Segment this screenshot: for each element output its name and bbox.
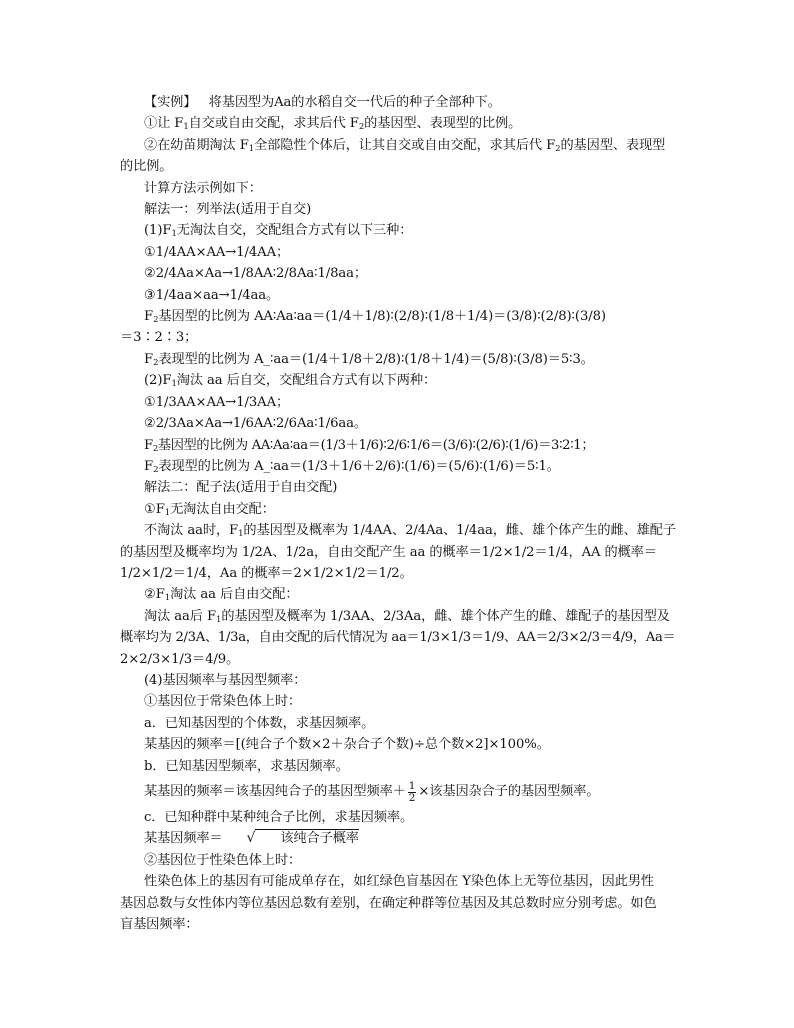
method1-case2-phenotype — [120, 456, 686, 477]
method2-case2-body-cont: 2×2/3×1/3＝4/9。 — [120, 651, 240, 667]
q2-mid: 全部隐性个体后，让其自交或自由交配，求其后代 F — [254, 137, 556, 153]
method1-case2-genotype — [120, 435, 686, 456]
m1c1g-pre: F — [144, 309, 154, 325]
example-intro — [120, 92, 686, 113]
m2c2-post: 淘汰 aa 后自由交配： — [170, 587, 299, 603]
m1c1p-sub: 2 — [153, 357, 159, 368]
m2c2-pre: ②F — [144, 587, 165, 603]
method1-case1 — [120, 220, 686, 241]
m1c1p-post: 表现型的比例为 A_∶aa＝(1/4＋1/8＋2/8)∶(1/8＋1/4)＝(5/8)∶(3/8)＝5∶3。 — [158, 351, 594, 367]
m1c2p-post: 表现型的比例为 A_∶aa＝(1/3＋1/6＋2/6)∶(1/6)＝(5/6)∶(1/6)＝5∶1。 — [158, 458, 560, 474]
m2c1-post: 无淘汰自由交配： — [170, 501, 275, 517]
section4-sex-body-cont: 盲基因频率： — [120, 917, 199, 933]
m1c2-pre: (2)F — [144, 373, 172, 389]
half-fraction — [408, 781, 417, 804]
m1c1-pre: (1)F — [144, 223, 172, 239]
section4-c-formula — [120, 828, 686, 849]
method1-case1-item: ③1/4aa×aa→1/4aa。 — [144, 287, 280, 303]
section4-a: a．已知基因型的个体数，求基因频率。 — [144, 715, 375, 731]
fraction-numerator: 1 — [408, 779, 416, 792]
calc-intro: 计算方法示例如下： — [144, 180, 262, 196]
q1-sub2: 2 — [358, 122, 365, 133]
m2c1b-post: 的基因型及概率为 1/4AA、2/4Aa、1/4aa，雌、雄个体产生的雌、雄配子 — [243, 523, 676, 539]
m1c1g-post: 基因型的比例为 AA∶Aa∶aa＝(1/4＋1/8)∶(2/8)∶(1/8＋1/4)＝(3/8)∶(2/8)∶(3/8) — [158, 309, 606, 325]
m2c1-sub: 1 — [164, 507, 171, 518]
q1-pre: ①让 F — [144, 116, 184, 132]
m1c2g-sub: 2 — [152, 443, 158, 454]
q1-post: 的基因型、表现型的比例。 — [364, 116, 522, 132]
m1c1g-sub: 2 — [153, 315, 159, 326]
m2c1-pre: ①F — [144, 501, 165, 517]
q2-sub1: 1 — [248, 143, 255, 154]
method1-case1-item: ①1/4AA×AA→1/4AA； — [144, 244, 290, 260]
section4-autosome: ①基因位于常染色体上时： — [144, 694, 302, 710]
method2-case2 — [120, 584, 686, 605]
m1c1-post: 无淘汰自交，交配组合方式有以下三种： — [176, 223, 413, 239]
m1c1-sub: 1 — [171, 229, 177, 240]
method2-case2-body-cont: 概率均为 2/3A、1/3a，自由交配的后代情况为 aa＝1/3×1/3＝1/9、AA＝2/3×2/3＝4/9，Aa＝ — [120, 630, 676, 646]
question-2-cont: 的比例。 — [120, 159, 173, 175]
method2-case1-body — [120, 520, 686, 541]
section4-a-formula: 某基因的频率＝[(纯合子个数×2＋杂合子个数)÷总个数×2]×100%。 — [144, 737, 550, 753]
method1-title: 解法一：列举法(适用于自交) — [144, 202, 312, 218]
b-formula-pre: 某基因的频率＝该基因纯合子的基因型频率＋ — [144, 784, 406, 800]
q1-mid: 自交或自由交配，求其后代 F — [188, 116, 359, 132]
q2-post: 的基因型、表现型 — [560, 137, 666, 153]
m1c2-post: 淘汰 aa 后自交，交配组合方式有以下两种： — [176, 373, 437, 389]
section4-c: c．已知种群中某种纯合子比例，求基因频率。 — [144, 810, 414, 825]
method1-case2-item: ①1/3AA×AA→1/3AA； — [144, 394, 290, 410]
question-2 — [120, 135, 686, 156]
section4-b: b．已知基因型频率，求基因频率。 — [144, 758, 349, 774]
document-page — [120, 92, 686, 935]
section4-sex-body-cont: 基因总数与女性体内等位基因总数有差别，在确定种群等位基因及其总数时应分别考虑。如色 — [120, 895, 657, 911]
sqrt-radicand: 该纯合子概率 — [255, 829, 359, 847]
method1-case1-genotype-cont: ＝3∶2∶3； — [120, 330, 198, 346]
method2-case2-body — [120, 606, 686, 627]
method1-case1-item: ②2/4Aa×Aa→1/8AA∶2/8Aa∶1/8aa； — [144, 266, 367, 282]
c-formula-pre: 某基因频率＝ — [144, 831, 223, 847]
m1c1p-pre: F — [144, 351, 154, 367]
m1c2p-pre: F — [144, 458, 154, 474]
example-tag: 【实例】 — [144, 95, 197, 110]
q1-sub1: 1 — [183, 122, 189, 133]
sqrt-icon: √ — [246, 830, 256, 847]
m2c1b-pre: 不淘汰 aa时，F — [144, 523, 239, 539]
section4-b-formula — [120, 777, 686, 807]
b-formula-post: ×该基因杂合子的基因型频率。 — [418, 784, 600, 800]
q2-sub2: 2 — [555, 143, 561, 154]
example-intro-text: 将基因型为Aa的水稻自交一代后的种子全部种下。 — [208, 95, 501, 110]
section4-sex-chrom: ②基因位于性染色体上时： — [144, 852, 302, 868]
sqrt-expression — [223, 829, 359, 847]
m2c1b-sub: 1 — [238, 529, 244, 540]
q2-pre: ②在幼苗期淘汰 F — [144, 137, 249, 153]
m2c2b-pre: 淘汰 aa后 F — [144, 608, 217, 624]
method1-case1-genotype — [120, 306, 686, 327]
section4-title: (4)基因频率与基因型频率： — [144, 672, 307, 688]
m1c2-sub: 1 — [171, 379, 177, 390]
m1c2p-sub: 2 — [153, 464, 159, 475]
method2-case1-body-cont: 的基因型及概率均为 1/2A、1/2a，自由交配产生 aa 的概率＝1/2×1/2＝1/4，AA 的概率＝ — [120, 544, 657, 560]
method2-case1-body-cont: 1/2×1/2＝1/4，Aa 的概率＝2×1/2×1/2＝1/2。 — [120, 565, 413, 581]
method2-title: 解法二：配子法(适用于自由交配) — [144, 480, 338, 496]
m2c2-sub: 1 — [164, 593, 171, 604]
m2c2b-post: 的基因型及概率为 1/3AA、2/3Aa，雌、雄个体产生的雌、雄配子的基因型及 — [221, 608, 670, 624]
fraction-denominator: 2 — [408, 791, 416, 804]
m2c2b-sub: 1 — [216, 614, 222, 625]
m1c2g-post: 基因型的比例为 AA∶Aa∶aa＝(1/3＋1/6)∶2/6∶1/6＝(3/6)∶(2/6)∶(1/6)＝3∶2∶1； — [157, 437, 595, 453]
method2-case1 — [120, 499, 686, 520]
question-1 — [120, 113, 686, 134]
method1-case2 — [120, 370, 686, 391]
section4-sex-body: 性染色体上的基因有可能成单存在，如红绿色盲基因在 Y染色体上无等位基因，因此男性 — [144, 874, 655, 890]
m1c2g-pre: F — [144, 437, 153, 453]
method1-case2-item: ②2/3Aa×Aa→1/6AA∶2/6Aa∶1/6aa。 — [144, 416, 367, 432]
method1-case1-phenotype — [120, 349, 686, 370]
